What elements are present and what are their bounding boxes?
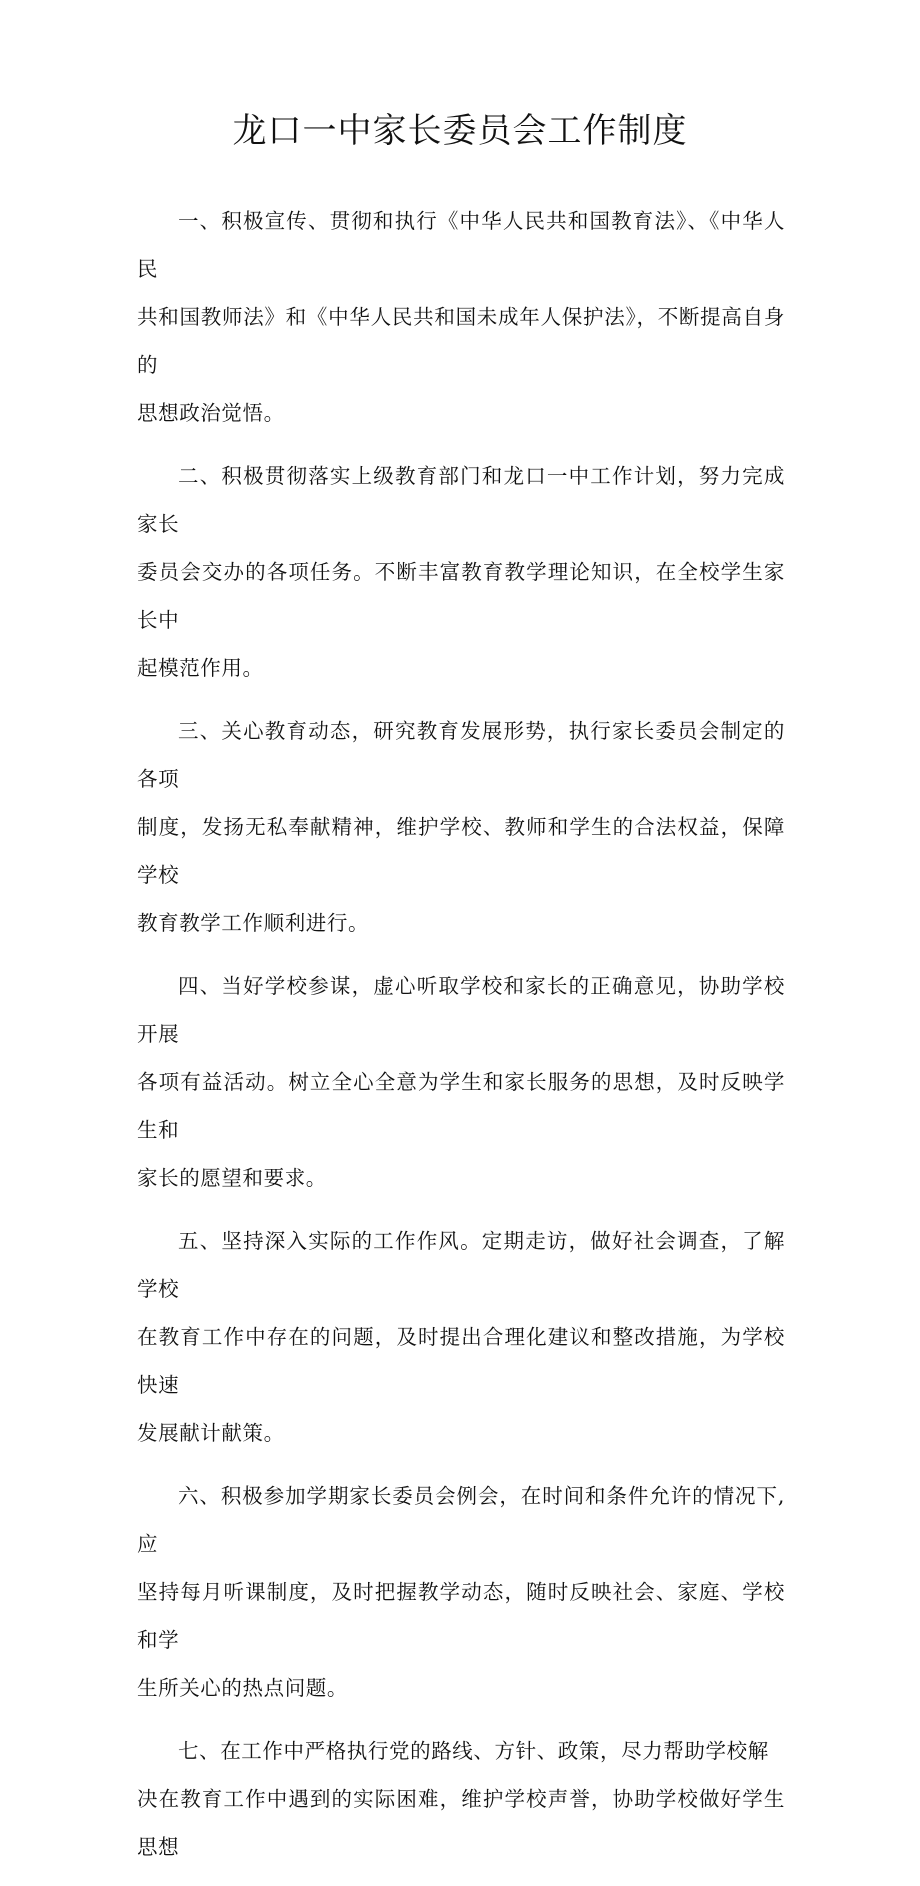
paragraph-line: 坚持每月听课制度，及时把握教学动态，随时反映社会、家庭、学校和学: [137, 1580, 785, 1652]
paragraph-line: 起模范作用。: [137, 656, 264, 680]
paragraph-2: [137, 452, 785, 692]
paragraph-line: 六、积极参加学期家长委员会例会，在时间和条件允许的情况下,应: [137, 1484, 785, 1556]
paragraph-1: [137, 197, 785, 437]
paragraph-line: 在教育工作中存在的问题，及时提出合理化建议和整改措施，为学校快速: [137, 1325, 785, 1397]
paragraph-line: 二、积极贯彻落实上级教育部门和龙口一中工作计划，努力完成家长: [137, 464, 785, 536]
paragraph-line: 委员会交办的各项任务。不断丰富教育教学理论知识，在全校学生家长中: [137, 560, 785, 632]
paragraph-line: 制度，发扬无私奉献精神，维护学校、教师和学生的合法权益，保障学校: [137, 815, 785, 887]
paragraph-line: 思想政治觉悟。: [137, 401, 285, 425]
paragraph-line: 发展献计献策。: [137, 1421, 285, 1445]
paragraph-line: 四、当好学校参谋，虚心听取学校和家长的正确意见，协助学校开展: [137, 974, 785, 1046]
document-body: [137, 197, 785, 1886]
paragraph-3: [137, 707, 785, 947]
paragraph-line: 三、关心教育动态，研究教育发展形势，执行家长委员会制定的各项: [137, 719, 785, 791]
paragraph-line: 共和国教师法》和《中华人民共和国未成年人保护法》，不断提高自身的: [137, 305, 785, 377]
paragraph-line: 家长的愿望和要求。: [137, 1166, 327, 1190]
paragraph-4: [137, 962, 785, 1202]
paragraph-line: 七、在工作中严格执行党的路线、方针、政策，尽力帮助学校解: [178, 1739, 769, 1763]
paragraph-line: 一、积极宣传、贯彻和执行《中华人民共和国教育法》、《中华人民: [137, 209, 785, 281]
document-title: 龙口一中家长委员会工作制度: [232, 111, 688, 151]
paragraph-7: [137, 1727, 785, 1871]
paragraph-line: 五、坚持深入实际的工作作风。定期走访，做好社会调查，了解学校: [137, 1229, 785, 1301]
paragraph-line: 生所关心的热点问题。: [137, 1676, 348, 1700]
paragraph-line: 教育教学工作顺利进行。: [137, 911, 370, 935]
paragraph-5: [137, 1217, 785, 1457]
paragraph-6: [137, 1472, 785, 1712]
paragraph-line: 决在教育工作中遇到的实际困难，维护学校声誉，协助学校做好学生思想: [137, 1787, 785, 1859]
paragraph-line: 各项有益活动。树立全心全意为学生和家长服务的思想，及时反映学生和: [137, 1070, 785, 1142]
